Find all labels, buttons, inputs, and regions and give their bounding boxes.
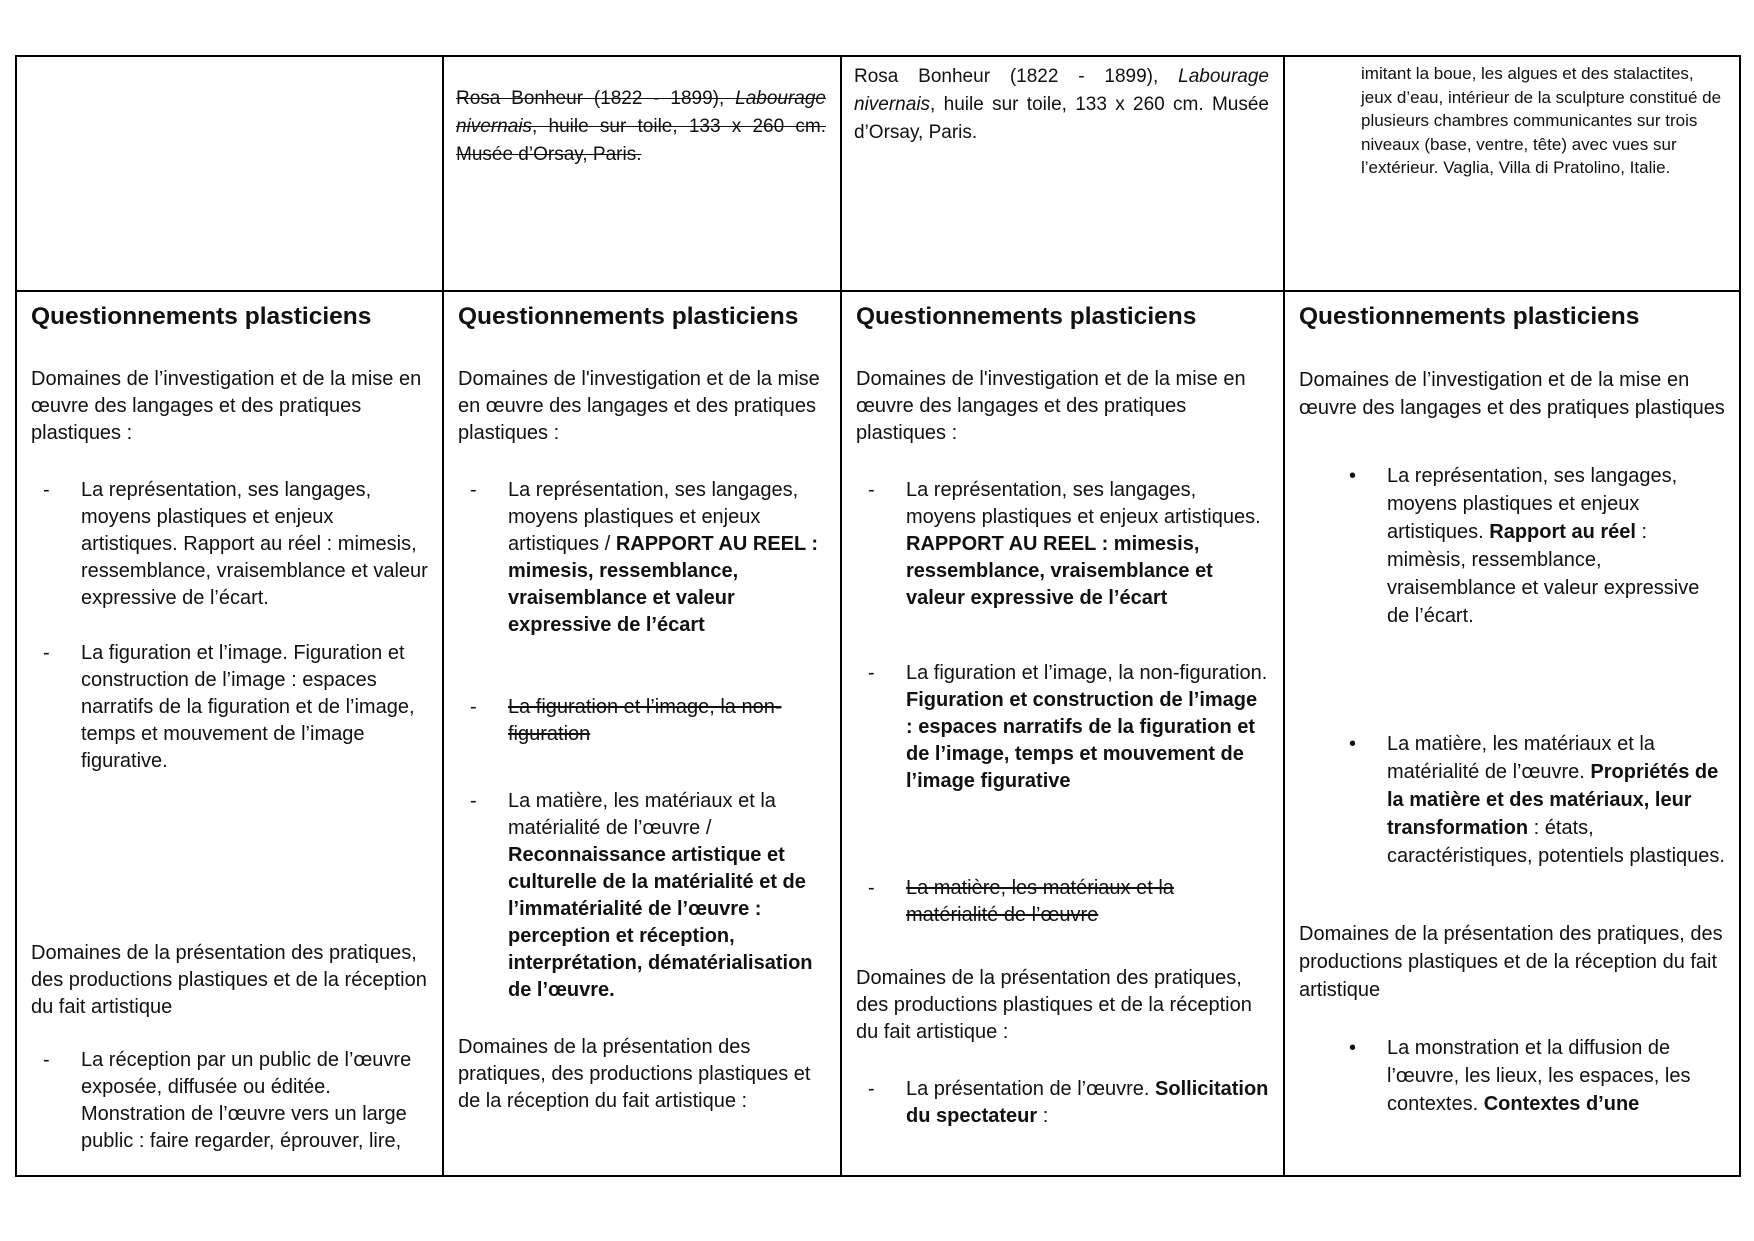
item-text: La représentation, ses langages, moyens plastiques et enjeux artistiques. [906,479,1261,528]
caption-cell-4 [1284,56,1740,291]
paragraph-text: Domaines de la présentation des pratiques, des productions plastiques et de la réception du fait artistique : [458,1036,811,1112]
caption-text: , huile sur toile, 133 x 260 cm. Musée d’Orsay, Paris. [456,116,826,165]
dash-marker: - [43,479,50,501]
list-item [856,1076,1269,1130]
item-text: La monstration et la diffusion de l’œuvre, les lieux, les espaces, les contextes. [1387,1037,1691,1115]
content-cell-2 [443,291,841,1176]
domain-intro-paragraph [458,366,826,447]
item-text: La figuration et l’image. Figuration et construction de l’image : espaces narratifs de la figuration et de l’image, temps et mouvement de l’image figurative. [81,642,415,772]
caption-cell-3 [841,56,1284,291]
column-2-content [444,292,840,1115]
item-text-bold: RAPPORT AU REEL : mimesis, ressemblance, vraisemblance et valeur expressive de l’écart [906,533,1213,609]
caption-cell-1-empty [16,56,443,291]
bullet-marker: • [1349,465,1357,487]
dash-marker: - [868,1078,875,1100]
item-text: La figuration et l’image, la non-figuration [508,696,782,745]
dash-marker: - [470,790,477,812]
column-3-content [842,292,1283,1130]
item-text: La présentation de l’œuvre. [906,1078,1156,1100]
paragraph-text: Domaines de l’investigation et de la mise en œuvre des langages et des pratiques plastiques [1299,369,1725,419]
content-cell-3 [841,291,1284,1176]
item-text: La matière, les matériaux et la matérialité de l’œuvre [906,877,1174,926]
sculpture-caption [1285,57,1739,180]
dash-marker: - [868,479,875,501]
list-item [31,1047,428,1155]
paragraph-text: Domaines de l'investigation et de la mise en œuvre des langages et des pratiques plastiques : [458,368,820,444]
section-heading: Questionnements plasticiens [458,303,799,330]
caption-text: Rosa Bonheur (1822 - 1899), [854,66,1179,87]
item-text: La matière, les matériaux et la matérialité de l’œuvre / [508,790,776,839]
list-item [31,477,428,612]
artwork-caption [842,57,1283,147]
content-row [16,291,1740,1176]
dash-marker: - [43,642,50,664]
item-text-bold: Propriétés de la matière et des matériaux, leur transformation [1387,761,1719,839]
caption-row [16,56,1740,291]
domain-intro-paragraph [31,366,428,447]
dash-marker: - [868,662,875,684]
artwork-caption-struck [444,57,840,169]
item-text-bold: Contextes d’une [1483,1093,1640,1115]
list-item-struck [856,875,1269,929]
section-heading: Questionnements plasticiens [856,303,1197,330]
domain-intro-paragraph [1299,366,1725,422]
content-cell-4 [1284,291,1740,1176]
caption-text: , huile sur toile, 133 x 260 cm. Musée d’Orsay, Paris. [854,94,1269,143]
item-text-bold: RAPPORT AU REEL : mimesis, ressemblance, vraisemblance et valeur expressive de l’écart [508,533,819,636]
item-text-bold: Figuration et construction de l’image : espaces narratifs de la figuration et de l’image, temps et mouvement de l’image figurative [906,689,1258,792]
item-text: La représentation, ses langages, moyens plastiques et enjeux artistiques. Rapport au réel : mimesis, ressemblance, vraisemblance et valeur expressive de l’écart. [81,479,428,609]
section-heading: Questionnements plasticiens [31,303,372,330]
artwork-title: Labourage nivernais [854,66,1269,115]
domain-presentation-paragraph [856,965,1269,1046]
column-4-content [1285,292,1739,1118]
paragraph-text: Domaines de la présentation des pratiques, des productions plastiques et de la réception du fait artistique : [856,967,1252,1043]
paragraph-text: Domaines de l’investigation et de la mise en œuvre des langages et des pratiques plastiques : [31,368,422,444]
dash-marker: - [470,696,477,718]
dash-marker: - [43,1049,50,1071]
list-item [856,477,1269,612]
list-item-struck [458,694,826,748]
dash-marker: - [470,479,477,501]
domain-presentation-paragraph [31,940,428,1021]
domain-intro-paragraph [856,366,1269,447]
list-item [31,640,428,775]
caption-text: Rosa Bonheur (1822 - 1899), [456,88,736,109]
domain-presentation-paragraph [1299,920,1725,1004]
content-cell-1 [16,291,443,1176]
caption-cell-2 [443,56,841,291]
list-item [1299,730,1725,870]
item-text: La figuration et l’image, la non-figuration. [906,662,1268,684]
item-text: La matière, les matériaux et la matérialité de l’œuvre. [1387,733,1655,783]
paragraph-text: Domaines de la présentation des pratiques, des productions plastiques et de la réception du fait artistique [31,942,427,1018]
item-text: La représentation, ses langages, moyens plastiques et enjeux artistiques. [1387,465,1678,543]
item-text: La représentation, ses langages, moyens plastiques et enjeux artistiques / [508,479,799,555]
item-text-bold: Rapport au réel [1489,521,1636,543]
artwork-title: Labourage nivernais [456,88,826,137]
section-heading: Questionnements plasticiens [1299,303,1640,330]
item-text-bold: Sollicitation du spectateur [906,1078,1269,1127]
list-item [458,788,826,1004]
column-1-content [17,292,442,1155]
list-item [458,477,826,639]
item-text: La réception par un public de l’œuvre exposée, diffusée ou éditée. Monstration de l’œuvre vers un large public : faire regarder, éprouver, lire, [81,1049,412,1152]
domain-presentation-paragraph [458,1034,826,1115]
list-item [1299,462,1725,630]
curriculum-comparison-table [15,55,1741,1177]
caption-text: imitant la boue, les algues et des stalactites, jeux d’eau, intérieur de la sculpture constitué de plusieurs chambres communicantes sur trois niveaux (base, ventre, tête) avec vues sur l’extérieur. Vaglia, Villa di Pratolino, Italie. [1361,64,1722,177]
dash-marker: - [868,877,875,899]
list-item [1299,1034,1725,1118]
item-text: : états, caractéristiques, potentiels plastiques. [1387,817,1725,867]
paragraph-text: Domaines de la présentation des pratiques, des productions plastiques et de la réception du fait artistique [1299,923,1723,1001]
paragraph-text: Domaines de l'investigation et de la mise en œuvre des langages et des pratiques plastiques : [856,368,1246,444]
list-item [856,660,1269,795]
bullet-marker: • [1349,1037,1357,1059]
item-text: : mimèsis, ressemblance, vraisemblance et valeur expressive de l’écart. [1387,521,1700,627]
bullet-marker: • [1349,733,1357,755]
item-text-bold: Reconnaissance artistique et culturelle de la matérialité et de l’immatérialité de l’œuvre : perception et réception, interprétation, dématérialisation de l’œuvre. [508,844,813,1001]
item-text: : [1037,1105,1049,1127]
